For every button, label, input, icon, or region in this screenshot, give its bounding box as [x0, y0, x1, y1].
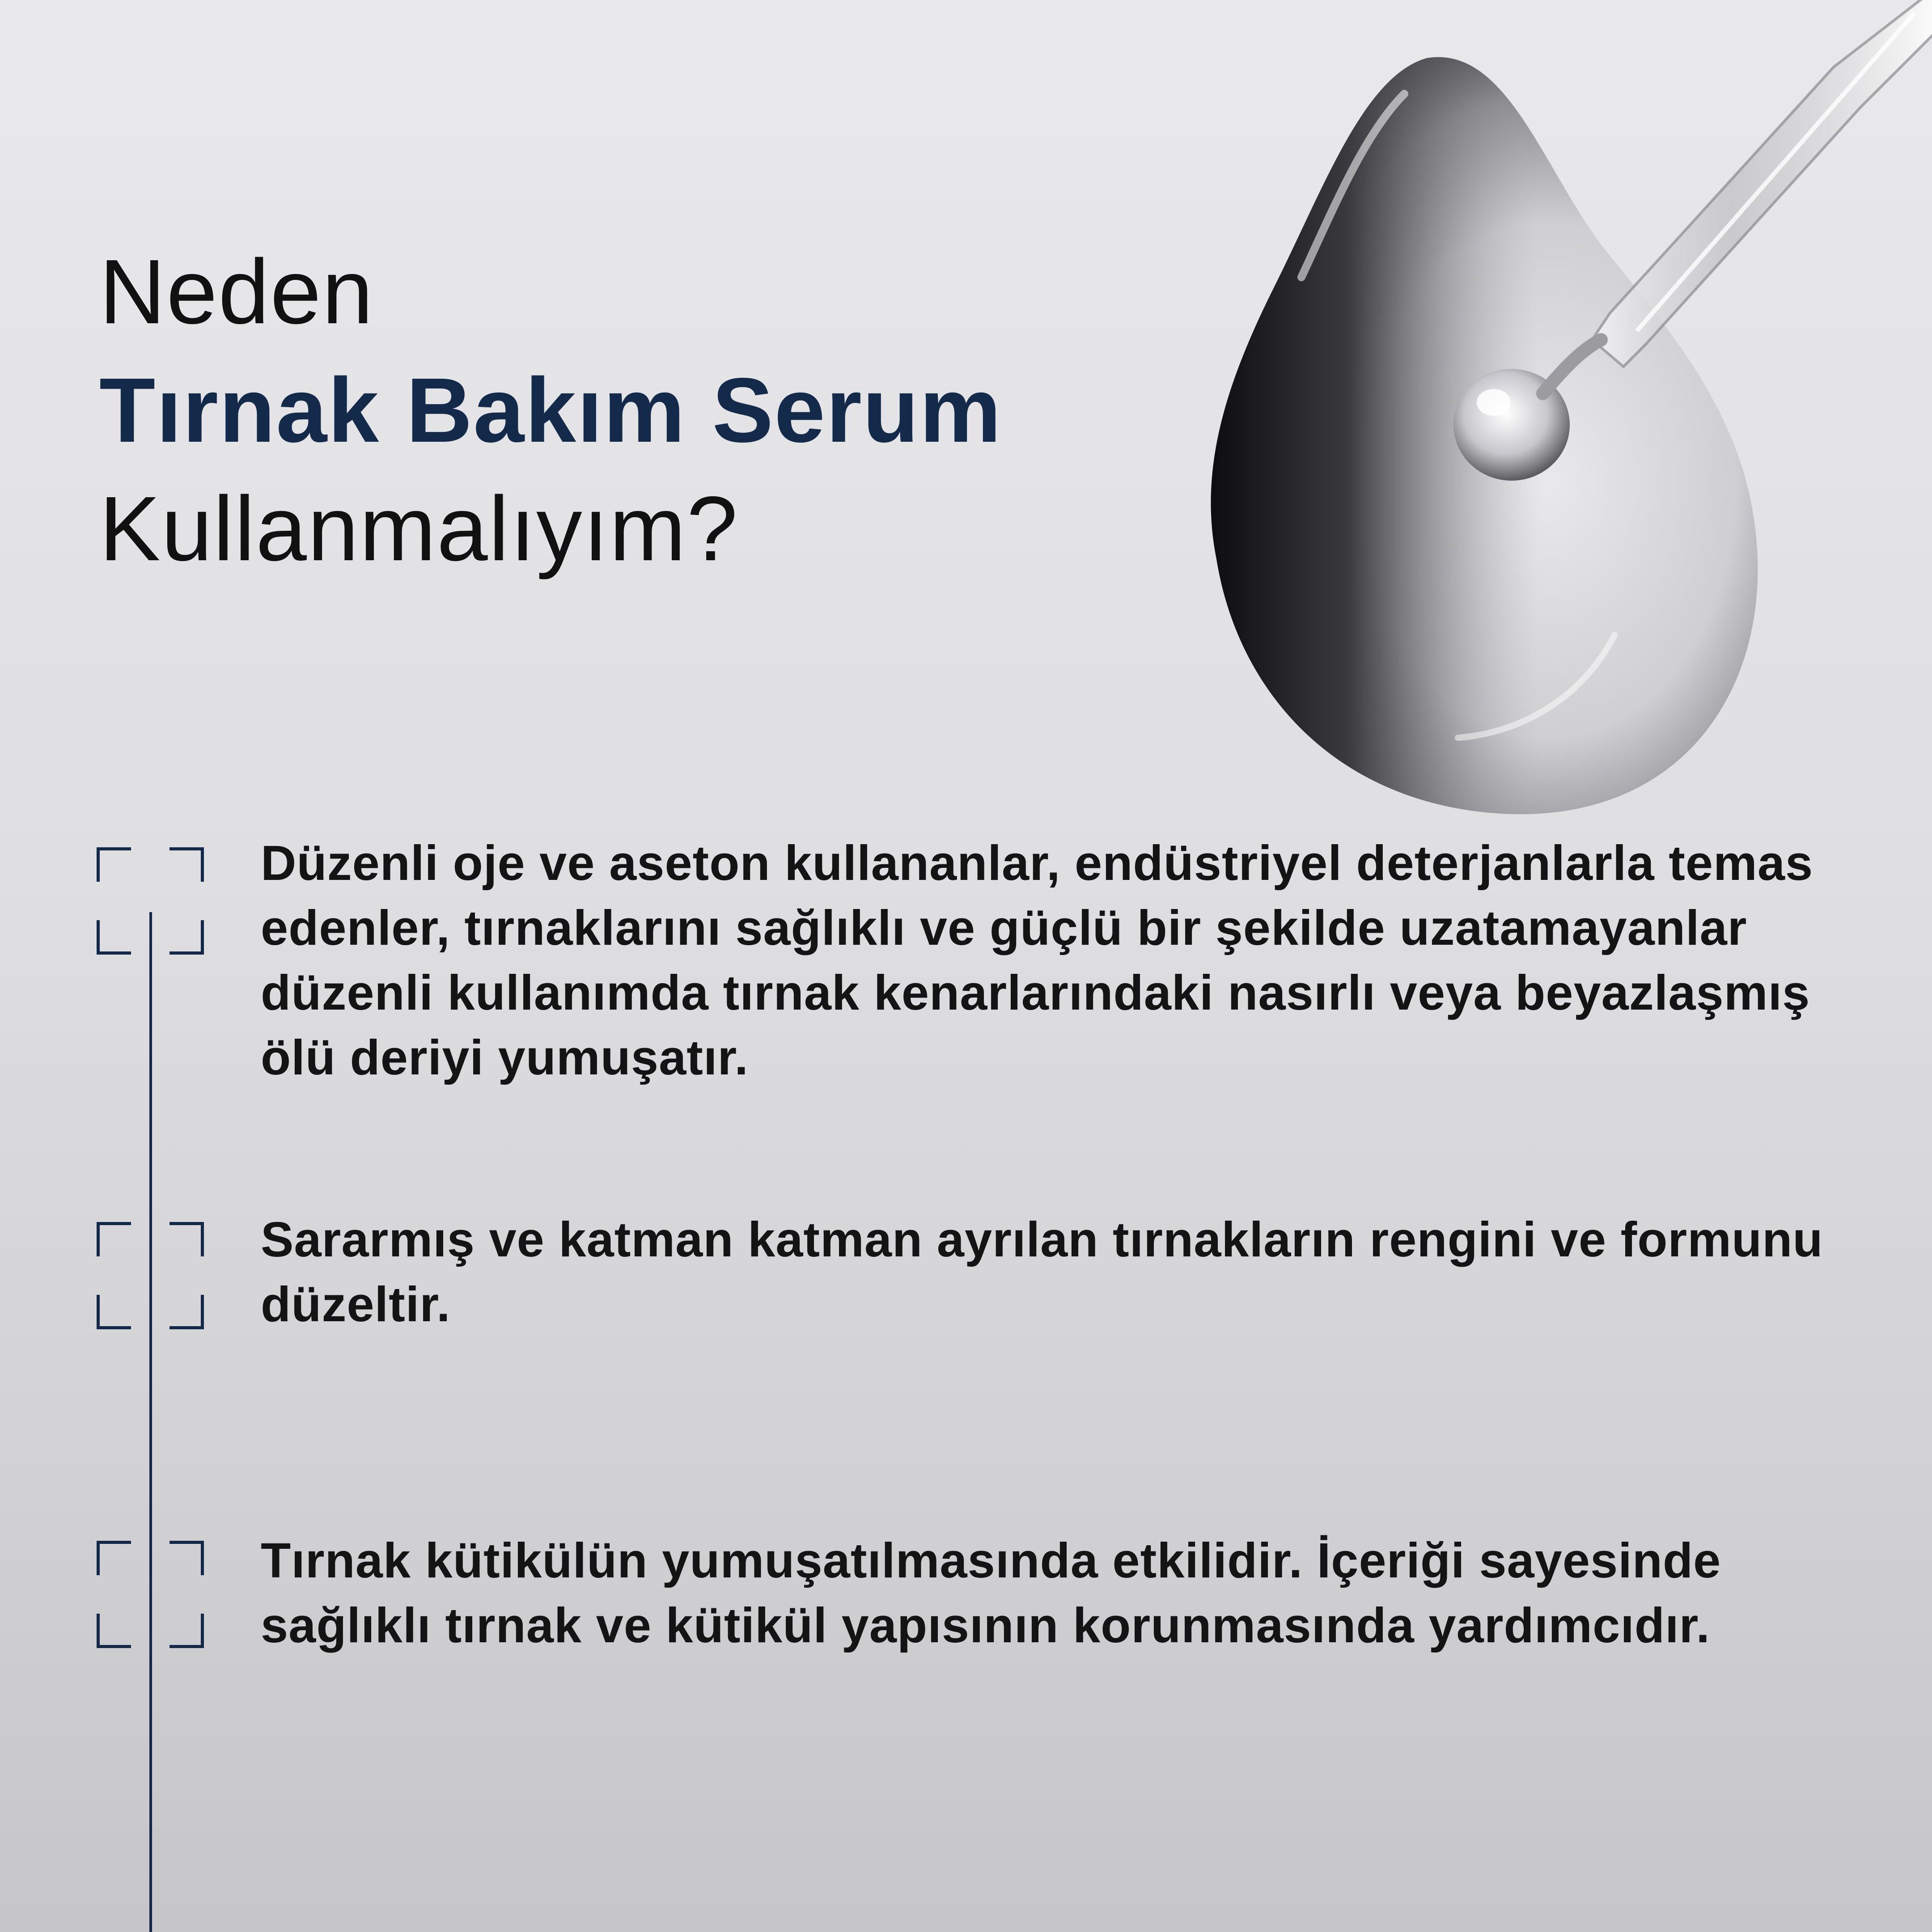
page-heading — [99, 233, 1002, 588]
benefit-item-1: Düzenli oje ve aseton kullananlar, endüstriyel deterjanlarla temas edenler, tırnaklarını sağlıklı ve güçlü bir şekilde uzatamayanlar düzenli kullanımda tırnak kenarlarındaki nasırlı veya beyazlaşmış ölü deriyi yumuşatır. — [261, 836, 1813, 1085]
timeline-line — [149, 912, 152, 1932]
heading-line-2-product: Tırnak Bakım Serum — [99, 359, 1002, 461]
benefit-item-2: Sararmış ve katman katman ayrılan tırnakların rengini ve formunu düzeltir. — [261, 1212, 1823, 1332]
bullet-marker-2-icon — [97, 1222, 204, 1329]
serum-drop-with-dropper-icon — [1154, 0, 1932, 850]
bullet-marker-1-icon — [97, 847, 204, 955]
heading-line-1: Neden — [99, 241, 374, 343]
heading-line-3: Kullanmalıyım? — [99, 478, 739, 580]
bullet-marker-3-icon — [97, 1541, 204, 1648]
benefit-item-3: Tırnak kütikülün yumuşatılmasında etkilidir. İçeriği sayesinde sağlıklı tırnak ve kütikül yapısının korunmasında yardımcıdır. — [261, 1533, 1721, 1653]
